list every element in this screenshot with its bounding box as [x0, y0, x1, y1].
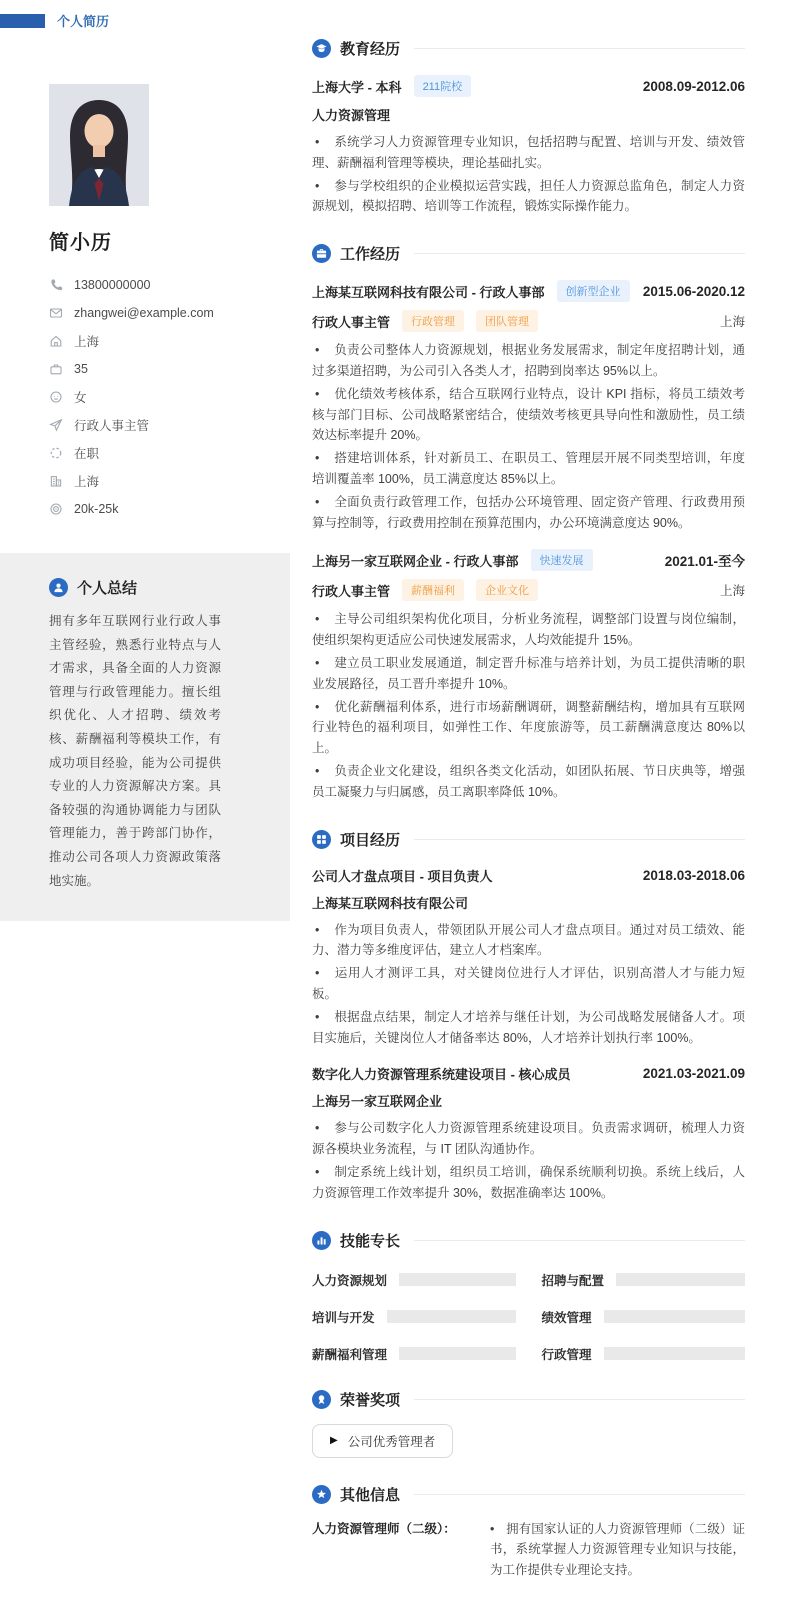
- position-tag: 薪酬福利: [402, 579, 464, 601]
- section-title: 项目经历: [340, 831, 401, 849]
- work-entry: [312, 280, 745, 533]
- skill-label: 薪酬福利管理: [312, 1347, 388, 1362]
- work-location: 上海: [719, 584, 745, 599]
- profile-photo: [49, 84, 149, 206]
- skill-item: [312, 1271, 516, 1289]
- company-name: 上海另一家互联网企业 - 行政人事部: [312, 553, 519, 569]
- projects-section: [312, 829, 745, 1204]
- certificate-bullets: [490, 1519, 745, 1581]
- skill-label: 招聘与配置: [541, 1273, 605, 1288]
- bar-chart-icon: [312, 1231, 331, 1250]
- honors-section: [312, 1389, 745, 1458]
- bullet-item: • 优化薪酬福利体系，进行市场薪酬调研，调整薪酬结构，增加具有互联网行业特色的福利项目，如弹性工作、年度旅游等，员工薪酬满意度达 80%以上。: [312, 697, 745, 759]
- skill-label: 培训与开发: [312, 1310, 375, 1325]
- bullet-item: • 主导公司组织架构优化项目，分析业务流程，调整部门设置与岗位编制，使组织架构更适应公司快速发展需求，人均效能提升 15%。: [312, 609, 745, 651]
- skill-item: [542, 1308, 746, 1326]
- age-icon: [49, 362, 63, 376]
- section-divider: [414, 1399, 745, 1400]
- contact-item-gender: [49, 383, 290, 411]
- contact-item-email: [49, 299, 290, 327]
- skill-bar: [604, 1310, 745, 1323]
- bullet-item: • 负责公司整体人力资源规划，根据业务发展需求，制定年度招聘计划，通过多渠道招聘，为公司引入各类人才，招聘到岗率达 95%以上。: [312, 340, 745, 382]
- certificate-label: 人力资源管理师（二级）：: [312, 1521, 456, 1536]
- contact-list: [49, 271, 290, 523]
- section-divider: [414, 839, 745, 840]
- section-divider: [414, 253, 745, 254]
- other-info-section: [312, 1484, 745, 1583]
- work-location: 上海: [719, 315, 745, 330]
- bullet-item: • 负责企业文化建设，组织各类文化活动，如团队拓展、节日庆典等，增强员工凝聚力与归属感，员工离职率降低 10%。: [312, 761, 745, 803]
- section-title: 技能专长: [340, 1232, 401, 1250]
- person-icon: [49, 578, 68, 597]
- education-bullets: [312, 132, 745, 217]
- work-bullets: [312, 609, 745, 802]
- position-name: 行政人事主管: [312, 583, 391, 599]
- project-name: 公司人才盘点项目 - 项目负责人: [312, 868, 493, 884]
- skill-bar: [616, 1273, 745, 1286]
- contact-value: 行政人事主管: [74, 419, 150, 433]
- contact-item-city: [49, 467, 290, 495]
- contact-value: 上海: [74, 335, 100, 349]
- project-bullets: [312, 1118, 745, 1203]
- major-name: 人力资源管理: [312, 108, 391, 123]
- city-icon: [49, 474, 63, 488]
- home-icon: [49, 334, 63, 348]
- contact-value: 在职: [74, 447, 100, 461]
- grid-icon: [312, 830, 331, 849]
- section-divider: [414, 1240, 745, 1241]
- top-accent-bar: [0, 14, 45, 28]
- work-entry: [312, 549, 745, 802]
- work-date: 2021.01-至今: [664, 554, 745, 570]
- skill-bar: [399, 1347, 515, 1360]
- section-title: 荣誉奖项: [340, 1391, 401, 1409]
- section-title: 工作经历: [340, 246, 401, 264]
- skills-section: [312, 1230, 745, 1363]
- contact-value: zhangwei@example.com: [74, 306, 214, 320]
- contact-item-location: [49, 327, 290, 355]
- resume-main: [290, 0, 794, 1609]
- candidate-name: 简小历: [49, 232, 112, 254]
- job-intention-icon: [49, 418, 63, 432]
- project-entry: [312, 866, 745, 1049]
- other-info-entry: [312, 1519, 745, 1583]
- bullet-item: • 系统学习人力资源管理专业知识，包括招聘与配置、培训与开发、绩效管理、薪酬福利管理等模块，理论基础扎实。: [312, 132, 745, 174]
- summary-text: 拥有多年互联网行业行政人事主管经验，熟悉行业特点与人才需求，具备全面的人力资源管理与行政管理能力。擅长组织优化、人才招聘、绩效考核、薪酬福利等模块工作，有成功项目经验，能为公司提供专业的人力资源解决方案。具备较强的沟通协调能力与团队管理能力，善于跨部门协作，推动公司各项人力资源政策落地实施。: [49, 614, 221, 888]
- bullet-item: • 参与学校组织的企业模拟运营实践，担任人力资源总监角色，制定人力资源规划，模拟招聘、培训等工作流程，锻炼实际操作能力。: [312, 176, 745, 218]
- position-tag: 行政管理: [402, 310, 464, 332]
- work-section: [312, 243, 745, 802]
- contact-item-salary: [49, 495, 290, 523]
- briefcase-icon: [312, 244, 331, 263]
- bullet-item: • 建立员工职业发展通道，制定晋升标准与培养计划，为员工提供清晰的职业发展路径，员工晋升率提升 10%。: [312, 653, 745, 695]
- contact-value: 35: [74, 362, 88, 376]
- company-tag: 快速发展: [531, 549, 593, 571]
- skills-grid: [312, 1271, 745, 1363]
- skill-label: 行政管理: [541, 1347, 592, 1362]
- project-company: 上海某互联网科技有限公司: [312, 895, 469, 911]
- project-bullets: [312, 920, 745, 1049]
- graduation-cap-icon: [312, 39, 331, 58]
- skill-label: 人力资源规划: [312, 1273, 388, 1288]
- school-name: 上海大学 - 本科: [312, 79, 402, 95]
- section-divider: [414, 1494, 745, 1495]
- contact-item-phone: [49, 271, 290, 299]
- project-date: 2018.03-2018.06: [642, 867, 745, 883]
- contact-item-age: [49, 355, 290, 383]
- bullet-item: • 优化绩效考核体系，结合互联网行业特点，设计 KPI 指标，将员工绩效考核与部门目标、公司战略紧密结合，使绩效考核更具导向性和激励性，员工绩效达标率提升 20%。: [312, 384, 745, 446]
- education-date: 2008.09-2012.06: [642, 78, 745, 94]
- school-tag: 211院校: [414, 75, 472, 97]
- skill-item: [312, 1345, 516, 1363]
- section-divider: [414, 48, 745, 49]
- bullet-item: • 根据盘点结果，制定人才培养与继任计划，为公司战略发展储备人才。项目实施后，关键岗位人才储备率达 80%，人才培养计划执行率 100%。: [312, 1007, 745, 1049]
- skill-label: 绩效管理: [541, 1310, 592, 1325]
- gender-icon: [49, 390, 63, 404]
- contact-item-job-intention: [49, 411, 290, 439]
- position-tag: 团队管理: [476, 310, 538, 332]
- skill-bar: [387, 1310, 516, 1323]
- email-icon: [49, 306, 63, 320]
- company-tag: 创新型企业: [557, 280, 630, 302]
- bullet-item: • 搭建培训体系，针对新员工、在职员工、管理层开展不同类型培训，年度培训覆盖率 100%，员工满意度达 85%以上。: [312, 448, 745, 490]
- contact-value: 13800000000: [74, 278, 151, 292]
- skill-item: [542, 1345, 746, 1363]
- section-title: 个人总结: [77, 580, 138, 597]
- bullet-item: • 参与公司数字化人力资源管理系统建设项目。负责需求调研，梳理人力资源各模块业务流程，与 IT 团队沟通协作。: [312, 1118, 745, 1160]
- project-entry: [312, 1064, 745, 1203]
- page-title: 个人简历: [57, 14, 110, 29]
- left-sidebar: [0, 0, 290, 1609]
- section-title: 其他信息: [340, 1486, 401, 1504]
- project-name: 数字化人力资源管理系统建设项目 - 核心成员: [312, 1067, 571, 1083]
- salary-icon: [49, 502, 63, 516]
- contact-value: 20k-25k: [74, 502, 119, 516]
- skill-bar: [604, 1347, 745, 1360]
- skill-item: [542, 1271, 746, 1289]
- company-name: 上海某互联网科技有限公司 - 行政人事部: [312, 284, 545, 300]
- honor-label: 公司优秀管理者: [347, 1434, 436, 1449]
- education-section: [312, 38, 745, 217]
- skill-item: [312, 1308, 516, 1326]
- work-date: 2015.06-2020.12: [642, 283, 745, 299]
- project-company: 上海另一家互联网企业: [312, 1094, 443, 1110]
- phone-icon: [49, 278, 63, 292]
- bullet-item: • 制定系统上线计划，组织员工培训，确保系统顺利切换。系统上线后，人力资源管理工作效率提升 30%，数据准确率达 100%。: [312, 1162, 745, 1204]
- work-bullets: [312, 340, 745, 533]
- contact-value: 上海: [74, 475, 100, 489]
- position-name: 行政人事主管: [312, 314, 391, 330]
- contact-item-status: [49, 439, 290, 467]
- bullet-item: • 作为项目负责人，带领团队开展公司人才盘点项目。通过对员工绩效、能力、潜力等多维度评估，建立人才档案库。: [312, 920, 745, 962]
- status-icon: [49, 446, 63, 460]
- contact-value: 女: [74, 391, 87, 405]
- position-tag: 企业文化: [476, 579, 538, 601]
- bullet-item: • 全面负责行政管理工作，包括办公环境管理、固定资产管理、行政费用预算与控制等，行政费用控制在预算范围内，办公环境满意度达 90%。: [312, 492, 745, 534]
- personal-summary-section: [0, 553, 290, 921]
- bullet-item: • 运用人才测评工具，对关键岗位进行人才评估，识别高潜人才与能力短板。: [312, 963, 745, 1005]
- medal-icon: [312, 1390, 331, 1409]
- skill-bar: [399, 1273, 515, 1286]
- honor-chip[interactable]: [312, 1424, 453, 1458]
- badge-icon: [312, 1485, 331, 1504]
- section-title: 教育经历: [340, 41, 401, 58]
- bullet-item: • 拥有国家认证的人力资源管理师（二级）证书，系统掌握人力资源管理专业知识与技能，为工作提供专业理论支持。: [490, 1519, 745, 1581]
- project-date: 2021.03-2021.09: [642, 1066, 745, 1082]
- play-icon: ▶: [330, 1435, 338, 1446]
- education-entry: [312, 75, 745, 217]
